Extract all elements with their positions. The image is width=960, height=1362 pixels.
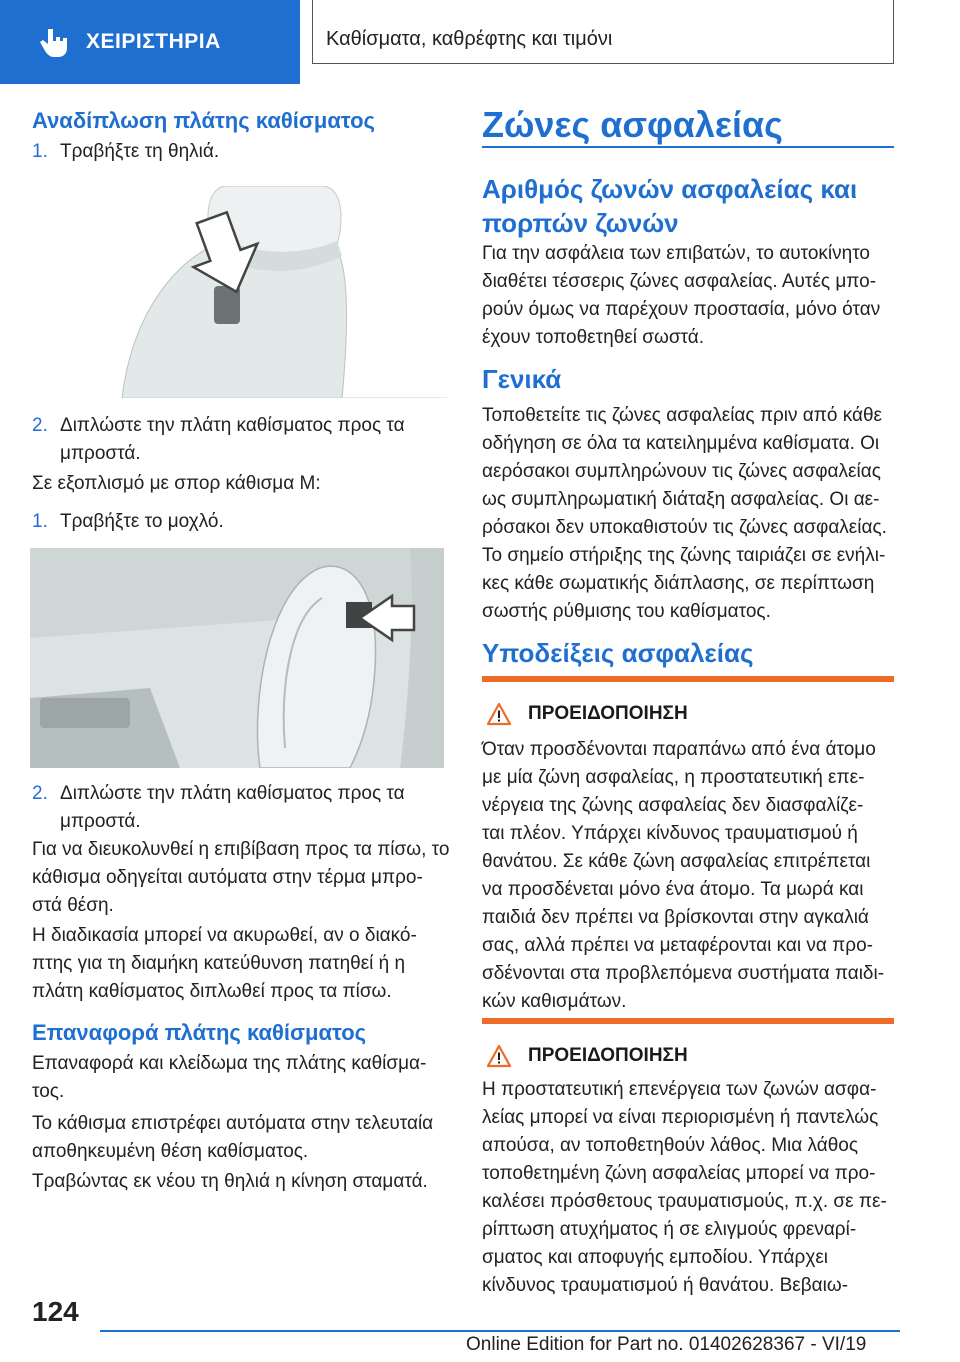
chapter-tab[interactable]: [0, 0, 300, 84]
text-line: να προσδένεται μόνο ένα άτομο. Τα μωρά και: [482, 879, 864, 900]
warning-title-text: ΠΡΟΕΙΔΟΠΟΙΗΣΗ: [528, 703, 688, 724]
text-line: Για την ασφάλεια των επιβατών, το αυτοκίνητο: [482, 243, 870, 264]
reset-backrest-heading: Επαναφορά πλάτης καθίσματος: [32, 1020, 367, 1045]
text-line: πτης για τη διαμήκη κατεύθυνση πατηθεί ή η: [32, 953, 406, 974]
stop-paragraph: [32, 1168, 462, 1196]
text-line: ως συμπληρωματική διάταξη ασφαλείας. Οι αε-: [482, 489, 880, 510]
reset-paragraph: [32, 1050, 462, 1106]
text-line: Όταν προσδένονται παραπάνω από ένα άτομο: [482, 739, 876, 760]
belt-count-heading: [482, 172, 857, 240]
step-text: [60, 412, 405, 468]
text-line: πλάτη καθίσματος διπλωθεί προς τα πίσω.: [32, 981, 392, 1002]
page-number: 124: [32, 1296, 79, 1327]
step-2: [32, 412, 452, 468]
title-rule: [482, 146, 894, 148]
text-line: ρούν όμως να παρέχουν προστασία, μόνο όταν: [482, 299, 881, 320]
general-heading: Γενικά: [482, 364, 562, 394]
text-line: Η διαδικασία μπορεί να ακυρωθεί, αν ο διακό-: [32, 925, 417, 946]
step-number: 1.: [32, 141, 48, 162]
text-line: θανάτου. Σε κάθε ζώνη ασφαλείας επιτρέπεται: [482, 851, 871, 872]
warning-triangle-icon: [486, 702, 512, 726]
text-line: Επαναφορά και κλείδωμα της πλάτης καθίσμα-: [32, 1053, 427, 1074]
text-line: απούσα, αν τοποθετηθούν λάθος. Μια λάθος: [482, 1135, 859, 1156]
step-text: [60, 780, 405, 836]
text-line: έχουν τοποθετηθεί σωστά.: [482, 327, 705, 348]
step-number: 2.: [32, 783, 48, 804]
sport-seat-intro: Σε εξοπλισμό με σπορ κάθισμα M:: [32, 473, 321, 494]
text-line: σας, αλλά πρέπει να μεταφέρονται και να προ-: [482, 935, 873, 956]
text-line: αερόσακοι συμπληρώνουν τις ζώνες ασφαλείας: [482, 461, 881, 482]
step-number: 1.: [32, 511, 48, 532]
general-paragraph-1: [482, 402, 902, 542]
seat-loop-illustration: [102, 186, 447, 398]
text-line: Τραβώντας εκ νέου τη θηλιά η κίνηση σταματά.: [32, 1171, 428, 1192]
text-line: σωστής ρύθμισης του καθίσματος.: [482, 601, 771, 622]
safety-notes-heading: Υποδείξεις ασφαλείας: [482, 638, 754, 668]
warning-1-text: [482, 736, 902, 1016]
step-text: Τραβήξτε το μοχλό.: [60, 511, 224, 532]
text-line: τοποθετημένη ζώνη ασφαλείας μπορεί να προ-: [482, 1163, 876, 1184]
step-text-line: Διπλώστε την πλάτη καθίσματος προς τα: [60, 783, 405, 804]
step-text-line: μπροστά.: [60, 443, 141, 464]
text-line: κάθισμα οδηγείται αυτόματα στην τέρμα μπρο-: [32, 867, 423, 888]
footer-rule: [100, 1330, 900, 1332]
warning-bar: [482, 676, 894, 682]
belt-count-paragraph: [482, 240, 902, 352]
warning-title-text: ΠΡΟΕΙΔΟΠΟΙΗΣΗ: [528, 1045, 688, 1066]
general-paragraph-2: [482, 542, 902, 626]
heading-line: Αριθμός ζωνών ασφαλείας και: [482, 174, 858, 204]
text-line: ρίπτωση ατυχήματος ή σε ελιγμούς φρεναρί-: [482, 1219, 857, 1240]
text-line: αποθηκευμένη θέση καθίσματος.: [32, 1141, 309, 1162]
step-text-line: μπροστά.: [60, 811, 141, 832]
step-1: [32, 138, 452, 166]
text-line: κών καθισμάτων.: [482, 991, 627, 1012]
text-line: κες κάθε σωματικής διάπλασης, σε περίπτωση: [482, 573, 875, 594]
hand-pointer-icon: [38, 25, 72, 59]
warning-triangle-icon: [486, 1044, 512, 1068]
text-line: Το κάθισμα επιστρέφει αυτόματα στην τελευταία: [32, 1113, 434, 1134]
seatbelts-title: Ζώνες ασφαλείας: [482, 104, 783, 145]
step-text: Τραβήξτε τη θηλιά.: [60, 141, 220, 162]
step-3: [32, 508, 452, 536]
warning-title: [486, 702, 688, 726]
warning-2-text: [482, 1076, 902, 1300]
cancel-paragraph: [32, 922, 462, 1006]
step-4: [32, 780, 452, 836]
text-line: σματος και αποφυγής εμποδίου. Υπάρχει: [482, 1247, 829, 1268]
step-number: 2.: [32, 415, 48, 436]
memory-paragraph: [32, 1110, 462, 1166]
text-line: στά θέση.: [32, 895, 114, 916]
text-line: Για να διευκολυνθεί η επιβίβαση προς τα πίσω, το: [32, 839, 450, 860]
text-line: νέργεια της ζώνης ασφαλείας δεν διασφαλίζε-: [482, 795, 864, 816]
sport-seat-lever-illustration: [30, 548, 444, 768]
section-title: Καθίσματα, καθρέφτης και τιμόνι: [326, 28, 613, 50]
text-line: διαθέτει τέσσερις ζώνες ασφαλείας. Αυτές μπο-: [482, 271, 877, 292]
step-text-line: Διπλώστε την πλάτη καθίσματος προς τα: [60, 415, 405, 436]
text-line: οδήγηση σε όλα τα κατειλημμένα καθίσματα. Οι: [482, 433, 880, 454]
text-line: ρόσακοι δεν υποκαθιστούν τις ζώνες ασφαλείας.: [482, 517, 887, 538]
warning-bar: [482, 1018, 894, 1024]
chapter-title: ΧΕΙΡΙΣΤΗΡΙΑ: [86, 30, 221, 53]
text-line: τος.: [32, 1081, 65, 1102]
text-line: λείας μπορεί να είναι περιορισμένη ή παντελώς: [482, 1107, 879, 1128]
warning-title: [486, 1044, 688, 1068]
fold-backrest-heading: Αναδίπλωση πλάτης καθίσματος: [32, 108, 375, 133]
edition-note: Online Edition for Part no. 01402628367 - VI/19: [466, 1334, 867, 1355]
heading-line: πορπών ζωνών: [482, 208, 679, 238]
easy-entry-paragraph: [32, 836, 462, 920]
text-line: ται πλέον. Υπάρχει κίνδυνος τραυματισμού ή: [482, 823, 858, 844]
text-line: με μία ζώνη ασφαλείας, η προστατευτική επε-: [482, 767, 865, 788]
text-line: Τοποθετείτε τις ζώνες ασφαλείας πριν από κάθε: [482, 405, 882, 426]
text-line: παιδιά δεν πρέπει να βρίσκονται στην αγκαλιά: [482, 907, 869, 928]
text-line: Το σημείο στήριξης της ζώνης ταιριάζει σε ενήλι-: [482, 545, 886, 566]
text-line: σδένονται στα προβλεπόμενα συστήματα παιδι-: [482, 963, 885, 984]
text-line: Η προστατευτική επενέργεια των ζωνών ασφα-: [482, 1079, 877, 1100]
text-line: καλέσει πρόσθετους τραυματισμούς, π.χ. σε πε-: [482, 1191, 887, 1212]
text-line: κίνδυνος τραυματισμού ή θανάτου. Βεβαιω-: [482, 1275, 849, 1296]
